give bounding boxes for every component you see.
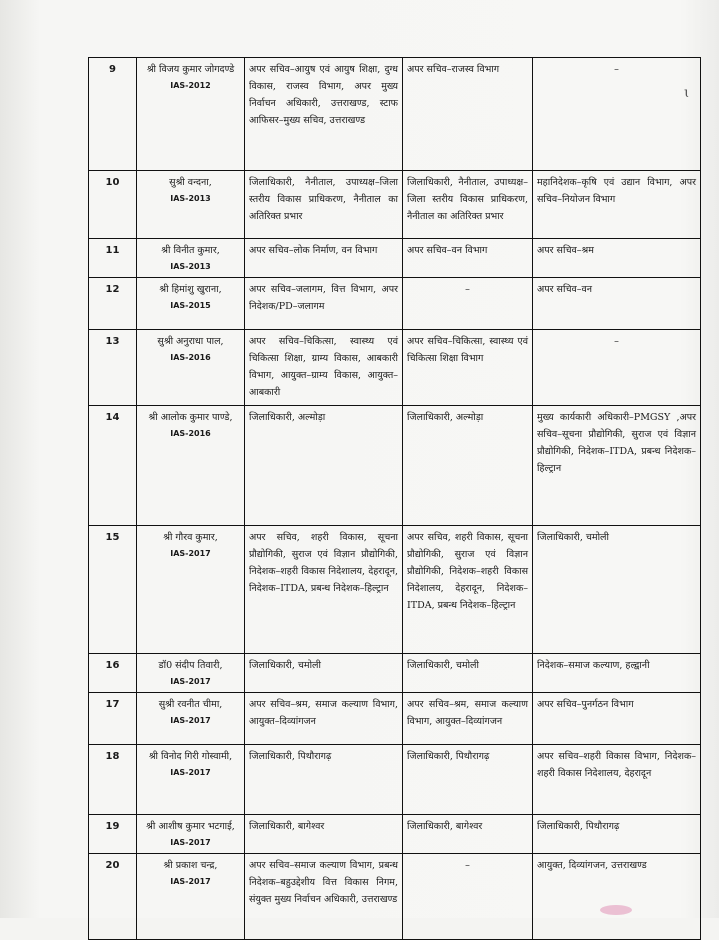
- officer-name: श्री गौरव कुमार,: [163, 532, 218, 543]
- current-posting: जिलाधिकारी, अल्मोड़ा: [245, 406, 403, 526]
- new-posting: जिलाधिकारी, चमोली: [533, 526, 701, 654]
- officer-cell: [137, 526, 245, 654]
- current-posting: अपर सचिव–आयुष एवं आयुष शिक्षा, दुग्ध विकास, राजस्व विभाग, अपर मुख्य निर्वाचन अधिकारी, उत्तराखण्ड, स्टाफ आफिसर–मुख्य सचिव, उत्तराखण्ड: [245, 58, 403, 171]
- officer-cell: [137, 654, 245, 693]
- officer-name: श्री विनोद गिरी गोस्वामी,: [148, 751, 233, 762]
- new-posting: –: [533, 330, 701, 406]
- officer-name: श्री विनीत कुमार,: [161, 245, 220, 256]
- retained-posting: –: [403, 854, 533, 940]
- serial-number: 12: [89, 278, 137, 330]
- new-posting: –: [533, 58, 701, 171]
- margin-handwritten-mark: ɩ: [684, 85, 690, 101]
- table-row: [89, 58, 701, 171]
- officer-name: सुश्री रवनीत चीमा,: [158, 699, 223, 710]
- current-posting: अपर सचिव–चिकित्सा, स्वास्थ्य एवं चिकित्सा शिक्षा, ग्राम्य विकास, आबकारी विभाग, आयुक्त–ग्राम्य विकास, आयुक्त–आबकारी: [245, 330, 403, 406]
- officer-batch: IAS-2016: [170, 353, 211, 362]
- retained-posting: अपर सचिव–राजस्व विभाग: [403, 58, 533, 171]
- officer-name: श्री आलोक कुमार पाण्डे,: [148, 412, 233, 423]
- table-row: [89, 278, 701, 330]
- current-posting: जिलाधिकारी, चमोली: [245, 654, 403, 693]
- table-row: [89, 330, 701, 406]
- officer-cell: [137, 854, 245, 940]
- new-posting: निदेशक–समाज कल्याण, हल्द्वानी: [533, 654, 701, 693]
- officer-batch: IAS-2017: [170, 677, 211, 686]
- new-posting: आयुक्त, दिव्यांगजन, उत्तराखण्ड: [533, 854, 701, 940]
- serial-number: 18: [89, 745, 137, 815]
- current-posting: अपर सचिव–जलागम, वित्त विभाग, अपर निदेशक/PD–जलागम: [245, 278, 403, 330]
- officer-cell: [137, 693, 245, 745]
- new-posting: अपर सचिव–श्रम: [533, 239, 701, 278]
- table-row: [89, 406, 701, 526]
- officer-cell: [137, 239, 245, 278]
- officer-batch: IAS-2013: [170, 194, 211, 203]
- retained-posting: अपर सचिव–वन विभाग: [403, 239, 533, 278]
- current-posting: अपर सचिव–समाज कल्याण विभाग, प्रबन्ध निदेशक–बहुउद्देशीय वित्त विकास निगम, संयुक्त मुख्य निर्वाचन अधिकारी, उत्तराखण्ड: [245, 854, 403, 940]
- table-row: [89, 745, 701, 815]
- retained-posting: –: [403, 278, 533, 330]
- officer-batch: IAS-2017: [170, 768, 211, 777]
- retained-posting: जिलाधिकारी, चमोली: [403, 654, 533, 693]
- officer-name: सुश्री वन्दना,: [169, 177, 212, 188]
- officer-cell: [137, 330, 245, 406]
- current-posting: जिलाधिकारी, नैनीताल, उपाध्यक्ष–जिला स्तरीय विकास प्राधिकरण, नैनीताल का अतिरिक्त प्रभार: [245, 171, 403, 239]
- pink-scribble-mark: [600, 905, 632, 915]
- serial-number: 11: [89, 239, 137, 278]
- serial-number: 20: [89, 854, 137, 940]
- serial-number: 10: [89, 171, 137, 239]
- officer-batch: IAS-2017: [170, 716, 211, 725]
- retained-posting: जिलाधिकारी, बागेश्वर: [403, 815, 533, 854]
- retained-posting: अपर सचिव, शहरी विकास, सूचना प्रौद्योगिकी, सुराज एवं विज्ञान प्रौद्योगिकी, निदेशक–शहरी विकास निदेशालय, देहरादून, निदेशक–ITDA, प्रबन्ध निदेशक–हिल्ट्रान: [403, 526, 533, 654]
- new-posting: महानिदेशक–कृषि एवं उद्यान विभाग, अपर सचिव–नियोजन विभाग: [533, 171, 701, 239]
- current-posting: जिलाधिकारी, पिथौरागढ़: [245, 745, 403, 815]
- table-row: [89, 239, 701, 278]
- retained-posting: अपर सचिव–श्रम, समाज कल्याण विभाग, आयुक्त–दिव्यांगजन: [403, 693, 533, 745]
- officer-batch: IAS-2017: [170, 838, 211, 847]
- officer-batch: IAS-2017: [170, 877, 211, 886]
- current-posting: जिलाधिकारी, बागेश्वर: [245, 815, 403, 854]
- officer-name: सुश्री अनुराधा पाल,: [157, 336, 224, 347]
- officer-batch: IAS-2012: [170, 81, 211, 90]
- new-posting: अपर सचिव–पुनर्गठन विभाग: [533, 693, 701, 745]
- officer-batch: IAS-2017: [170, 549, 211, 558]
- table-body: [89, 58, 701, 940]
- officer-cell: [137, 406, 245, 526]
- officer-batch: IAS-2015: [170, 301, 211, 310]
- table-row: [89, 171, 701, 239]
- officer-cell: [137, 58, 245, 171]
- officer-transfer-table: [88, 57, 701, 940]
- retained-posting: अपर सचिव–चिकित्सा, स्वास्थ्य एवं चिकित्सा शिक्षा विभाग: [403, 330, 533, 406]
- table-row: [89, 854, 701, 940]
- serial-number: 13: [89, 330, 137, 406]
- officer-name: श्री प्रकाश चन्द्र,: [163, 860, 218, 871]
- serial-number: 17: [89, 693, 137, 745]
- serial-number: 15: [89, 526, 137, 654]
- new-posting: अपर सचिव–वन: [533, 278, 701, 330]
- retained-posting: जिलाधिकारी, नैनीताल, उपाध्यक्ष–जिला स्तरीय विकास प्राधिकरण, नैनीताल का अतिरिक्त प्रभार: [403, 171, 533, 239]
- table-row: [89, 654, 701, 693]
- officer-name: श्री हिमांशु खुराना,: [159, 284, 222, 295]
- officer-cell: [137, 278, 245, 330]
- retained-posting: जिलाधिकारी, अल्मोड़ा: [403, 406, 533, 526]
- serial-number: 19: [89, 815, 137, 854]
- current-posting: अपर सचिव, शहरी विकास, सूचना प्रौद्योगिकी, सुराज एवं विज्ञान प्रौद्योगिकी, निदेशक–शहरी विकास निदेशालय, देहरादून, निदेशक–ITDA, प्रबन्ध निदेशक–हिल्ट्रान: [245, 526, 403, 654]
- officer-name: श्री विजय कुमार जोगदण्डे: [146, 64, 235, 75]
- table-row: [89, 526, 701, 654]
- table-row: [89, 693, 701, 745]
- officer-cell: [137, 815, 245, 854]
- officer-name: डॉ0 संदीप तिवारी,: [158, 660, 223, 671]
- current-posting: अपर सचिव–श्रम, समाज कल्याण विभाग, आयुक्त–दिव्यांगजन: [245, 693, 403, 745]
- officer-batch: IAS-2013: [170, 262, 211, 271]
- table-row: [89, 815, 701, 854]
- officer-cell: [137, 171, 245, 239]
- new-posting: मुख्य कार्यकारी अधिकारी–PMGSY ,अपर सचिव–सूचना प्रौद्योगिकी, सुराज एवं विज्ञान प्रौद्योगिकी, निदेशक–ITDA, प्रबन्ध निदेशक– हिल्ट्रान: [533, 406, 701, 526]
- officer-batch: IAS-2016: [170, 429, 211, 438]
- current-posting: अपर सचिव–लोक निर्माण, वन विभाग: [245, 239, 403, 278]
- officer-cell: [137, 745, 245, 815]
- serial-number: 14: [89, 406, 137, 526]
- retained-posting: जिलाधिकारी, पिथौरागढ़: [403, 745, 533, 815]
- officer-name: श्री आशीष कुमार भटगाई,: [146, 821, 235, 832]
- serial-number: 16: [89, 654, 137, 693]
- new-posting: जिलाधिकारी, पिथौरागढ़: [533, 815, 701, 854]
- serial-number: 9: [89, 58, 137, 171]
- new-posting: अपर सचिव–शहरी विकास विभाग, निदेशक–शहरी विकास निदेशालय, देहरादून: [533, 745, 701, 815]
